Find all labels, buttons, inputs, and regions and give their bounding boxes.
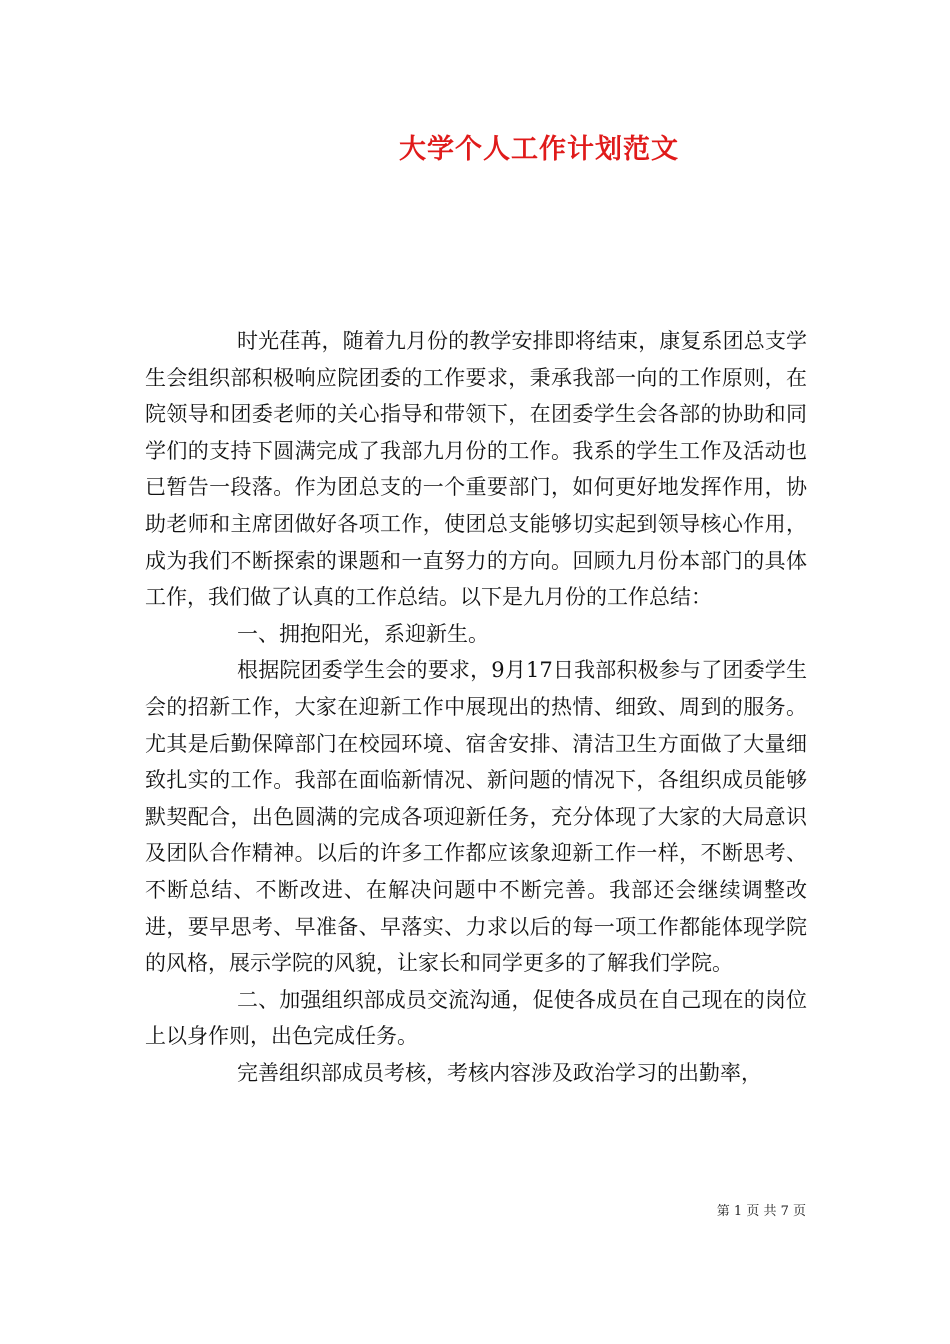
page-footer: 第 1 页 共 7 页 — [716, 1204, 806, 1219]
paragraph-section-2: 完善组织部成员考核，考核内容涉及政治学习的出勤率， — [237, 1060, 762, 1085]
paragraph-intro: 时光荏苒，随着九月份的教学安排即将结束，康复系团总支学生会组织部积极响应院团委的工作要求，秉承我部一向的工作原则，在院领导和团委老师的关心指导和带领下，在团委学生会各部的协助和同学们的支持下圆满完成了我部九月份的工作。我系的学生工作及活动也已暂告一段落。作为团总支的一个重要部门，如何更好地发挥作用，协助老师和主席团做好各项工作，使团总支能够切实起到领导核心作用，成为我们不断探索的课题和一直努力的方向。回顾九月份本部门的具体工作，我们做了认真的工作总结。以下是九月份的工作总结： — [145, 329, 807, 610]
section-heading-2: 二、加强组织部成员交流沟通，促使各成员在自己现在的岗位上以身作则，出色完成任务。 — [145, 987, 807, 1049]
document-body — [145, 323, 807, 1091]
document-title: 大学个人工作计划范文 — [399, 134, 679, 165]
section-heading-1: 一、拥抱阳光，系迎新生。 — [237, 621, 489, 646]
paragraph-section-1: 根据院团委学生会的要求，9月17日我部积极参与了团委学生会的招新工作，大家在迎新工作中展现出的热情、细致、周到的服务。尤其是后勤保障部门在校园环境、宿舍安排、清洁卫生方面做了大量细致扎实的工作。我部在面临新情况、新问题的情况下，各组织成员能够默契配合，出色圆满的完成各项迎新任务，充分体现了大家的大局意识及团队合作精神。以后的许多工作都应该象迎新工作一样，不断思考、不断总结、不断改进、在解决问题中不断完善。我部还会继续调整改进，要早思考、早准备、早落实、力求以后的每一项工作都能体现学院的风格，展示学院的风貌，让家长和同学更多的了解我们学院。 — [145, 658, 807, 976]
